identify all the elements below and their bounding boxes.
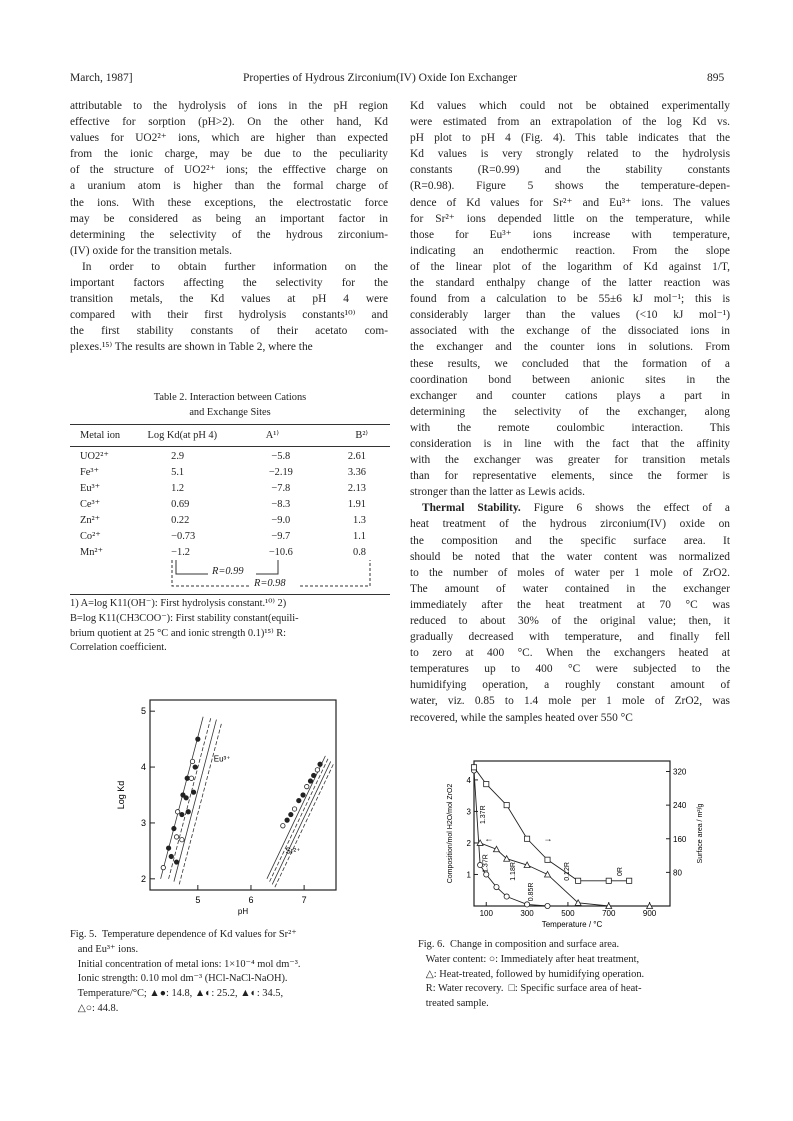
fig6-caption-line: R: Water recovery. □: Specific surface area of heat- [418,983,642,995]
table2-cell: −10.6 [268,546,293,558]
left_col-line: plexes.¹⁵⁾ The results are shown in Table 2, where the [70,341,313,354]
table2-rule-mid [70,446,390,447]
right_col-line: than for representative elements, since the former is [410,470,730,483]
table2-footnote-line: Correlation coefficient. [70,642,167,654]
right_col-line: with the exchanger was greater for transition metals [410,454,730,467]
fig5-point [297,798,301,802]
fig5-point [191,790,195,794]
table2-cell: 0.8 [353,546,366,558]
fig6-chart [440,755,710,930]
fig5-point [292,807,296,811]
right_col-line: to zero at 400 °C. When the exchangers heated at [410,647,730,660]
left_col-line: compared with their first hydrolysis constants¹⁰⁾ and [70,309,388,322]
right_col-line: stronger than the latter as Lewis acids. [410,486,585,499]
fig6-point-square [471,765,476,770]
fig6-arrow-left: ← [484,833,494,844]
fig5-fit-line-eu [169,717,212,879]
fig5-fit-line-sr [267,756,325,879]
right_col-line: coordination bond between anionic sites in the [410,373,730,386]
right-column-text [410,98,730,726]
fig6-recovery-label: 0R [617,867,625,877]
running-header-title: Properties of Hydrous Zirconium(IV) Oxide Ion Exchanger [243,72,518,84]
table2-footnote-line: 1) A=log K11(OH⁻): First hydrolysis constant.¹⁰⁾ 2) [70,598,287,609]
right_col-line: indicating an endothermic reaction. From the slope [410,244,730,257]
fig6-xtick-label: 900 [642,909,657,918]
fig5-fit-line-sr [270,759,328,882]
page-number: 895 [707,72,725,84]
right_col-line: (R=0.98). Figure 5 shows the temperature-depen- [410,180,730,193]
table2-row [70,528,390,544]
fig5-fit-line-eu [174,720,217,882]
fig6-recovery-label: 0.12R [563,862,571,881]
fig5-point [285,818,289,822]
right_col-line: of the linear plot of the logarithm of Kd against 1/T, [410,260,730,273]
table2-cell: 1.2 [171,482,185,494]
right_col-line: pH plot to pH 4 (Fig. 4). This table indicates that the [410,132,730,145]
fig5-ytick-label: 4 [140,762,146,773]
table2 [70,427,390,443]
table2-row [70,464,390,480]
fig6-recovery-label: 0.85R [528,882,536,902]
fig6-y2tick-label: 160 [673,834,687,844]
fig6-caption [418,938,738,1012]
table2-row [70,512,390,528]
left_col-line: (IV) oxide for the transition metals. [70,244,232,257]
fig5-ytick-label: 5 [140,706,146,717]
table2-cell: 1.3 [353,514,366,526]
right_col-line: determining the selectivity of the exchanger, along [410,405,730,418]
table2-cell: UO2²⁺ [80,451,109,462]
left_col-line: determining the selectivity of the hydrous zirconium- [70,228,388,241]
table2-cell: Eu³⁺ [80,483,101,494]
left_col-line: values for UO2²⁺ ions, which are higher than expected [70,132,388,145]
fig6-point-square [524,836,529,841]
left_col-line: of the structure of UO2²⁺ ions; the efffective charge on [70,164,388,177]
table2-body [70,448,390,560]
fig5-point [172,826,176,830]
right_col-line: the exchanger and the counter ions in solutions. From [410,341,730,354]
right_col-line: for Sr²⁺ ions depended little on the temperature, while [410,212,730,225]
fig5-caption [70,928,390,1017]
right_col-line: exchanger and counter cations plays a part in [410,389,730,402]
right_col-line: dence of Kd values for Sr²⁺ and Eu³⁺ ions. The values [410,196,730,209]
table2-cell: 1.1 [353,530,366,542]
fig6-point-triangle [477,840,483,846]
table2-cell: 0.69 [171,498,190,510]
fig6-point-square [606,878,611,883]
fig5-fit-line-eu [179,722,222,884]
fig6-point-circle [494,884,499,889]
fig6-ytick-label: 1 [466,870,471,880]
right_col-line: those for Eu³⁺ ions increase with temperature, [410,228,730,241]
fig6-xlabel: Temperature / °C [541,920,603,929]
fig5-point [166,846,170,850]
fig6-y2tick-label: 320 [673,767,687,777]
table2-header-b: B²⁾ [355,430,368,441]
fig5-point [305,784,309,788]
fig6-recovery-label: 1.18R [509,862,517,881]
fig5-point [174,860,178,864]
left_col-line: attributable to the hydrolysis of ions in the pH region [70,100,388,112]
table2-row [70,496,390,512]
fig6-xtick-label: 300 [520,909,534,918]
table2-header-a: A¹⁾ [265,430,279,441]
fig5-point [301,793,305,797]
fig6-frame [474,761,670,906]
right_col-line: humidifying operation, a roughly constant amount of [410,679,730,692]
fig6-point-triangle [493,846,499,852]
table2-cell: −2.19 [268,466,293,478]
fig6-recovery-label: 1.37R [482,854,490,873]
fig5-point [318,762,322,766]
table2-cell: Co²⁺ [80,531,101,542]
fig6-ylabel: Composition/mol H2O/mol ZrO2 [447,783,454,884]
table2-rule-top [70,424,390,425]
fig6-caption-line: △: Heat-treated, followed by humidifying operation. [418,968,645,980]
fig5-point [185,776,189,780]
fig5-point [175,810,179,814]
fig5-chart [108,690,348,920]
table2-rule-bottom [70,594,390,595]
right_col-line: immediately after the heat treatment at 70 °C was [410,598,730,611]
left-column-text [70,98,388,356]
right_col-line: the composition and the specific surface area. It [410,534,730,547]
fig5-point [315,768,319,772]
fig5-label-eu: Eu³⁺ [213,754,231,764]
table2-cell: −1.2 [171,546,190,558]
table2-cell: −9.0 [271,514,291,526]
fig6-series-line [474,767,629,880]
fig6-ytick-label: 4 [466,775,471,785]
fig6-recovery-label: 1.37R [480,805,488,825]
fig5-point [174,835,178,839]
fig6-ytick-label: 2 [466,838,471,848]
fig5-caption-line: and Eu³⁺ ions. [70,943,139,955]
right_col-line: consideration is in line with the fact that the affinity [410,437,730,450]
right_col-line: should be noted that the water content was normalized [410,550,730,563]
left_col-line: may be considered as being an important factor in [70,212,388,225]
right_col-line: the standard enthalpy change of the latter reaction was [410,277,730,290]
left_col-line: In order to obtain further information on the [82,260,388,273]
right_col-line: constants (R=0.99) and the stability constants [410,164,730,177]
fig5-point [161,865,165,869]
fig5-point [184,796,188,800]
fig5-caption-line: Temperature/°C; ▲●: 14.8, ▲◐: 25.2, ▲◐: 34.5, [70,988,284,1000]
fig6-caption-line: Fig. 6. Change in composition and surface area. [418,939,620,950]
fig5-caption-line: Fig. 5. Temperature dependence of Kd values for Sr²⁺ [70,929,297,940]
right_col-line: heat treatment of the hydrous zirconium(IV) oxide on [410,518,730,531]
left_col-line: important factors affecting the selectivity for the [70,277,388,290]
fig6-xtick-label: 500 [561,909,575,918]
right_col-line: temperatures up to 400 °C were subjected to the [410,663,730,676]
fig6-point-circle [524,902,529,907]
table2-cell: −5.8 [271,450,291,462]
fig5-xtick-label: 5 [195,895,201,905]
fig5-xlabel: pH [237,907,249,916]
right_col-line: reduced to about 30% of the original value; then, it [410,615,730,627]
fig6-point-circle [504,894,509,899]
fig5-point [289,812,293,816]
table2-r1: R=0.99 [212,566,244,577]
right_col-line: were estimated from an extrapolation of the log Kd vs. [410,116,730,129]
fig5-point [196,737,200,741]
table2-cell: 3.36 [347,466,366,478]
right_col-line: recovered, while the samples heated over 550 °C [410,711,633,724]
table2-row [70,480,390,496]
fig6-y2label: Surface area / m²/g [697,803,704,864]
right_col-line: Thermal Stability. Figure 6 shows the effect of a [422,502,730,515]
table2-cell: 5.1 [171,466,185,478]
fig6-ytick-label: 3 [466,807,471,817]
fig5-xtick-label: 7 [301,895,307,905]
fig6-point-square [576,878,581,883]
table2-footnote-line: B=log K11(CH3COO⁻): First stability constant(equili- [70,612,299,624]
table2-header-metal: Metal ion [80,429,121,441]
fig6-xtick-label: 700 [602,909,616,918]
fig5-fit-line-sr [272,761,330,884]
fig5-caption-line: △○: 44.8. [70,1002,119,1014]
fig5-point [308,779,312,783]
table2-header-logkd: Log Kd(at pH 4) [147,429,218,441]
fig5-point [311,773,315,777]
right_col-line: considerably larger than the values (<10 kJ mol⁻¹) [410,309,730,322]
left_col-line: a uranium atom is higher than the formal charge of [70,180,388,193]
fig5-label-sr: Sr²⁺ [285,846,301,856]
fig5-ytick-label: 3 [140,817,146,828]
table2-cell: 0.22 [171,514,190,526]
right_col-line: gradually decreased with temperature, and finally fell [410,631,730,644]
table2-cell: 2.13 [347,482,366,494]
table2-r2: R=0.98 [254,578,286,589]
table2-row [70,448,390,464]
table2-cell: 1.91 [347,498,366,510]
left_col-line: the first stability constants of their acetato com- [70,325,388,338]
fig5-ylabel: Log Kd [116,780,126,810]
fig5-point [189,776,193,780]
fig6-caption-line: Water content: ○: Immediately after heat treatment, [418,953,640,965]
table2-cell: Mn²⁺ [80,547,104,558]
right_col-line: water, viz. 0.85 to 1.4 mole per 1 mole of ZrO2, was [410,695,730,708]
right_col-line: Kd values is very strongly related to the hydrolysis [410,148,730,161]
left_col-line: transition metals, the Kd values at pH 4 were [70,293,388,306]
fig6-y2tick-label: 240 [673,801,687,811]
table2-cell: Fe³⁺ [80,467,99,478]
left_col-line: from the ionic charge, may be due to the peculiarity [70,148,388,161]
table2-caption-line2: and Exchange Sites [189,407,271,418]
section-heading-thermal-stability: Thermal Stability. [422,502,521,515]
table2-cell: −8.3 [271,498,291,510]
fig6-point-square [545,857,550,862]
right_col-line: with the remote coulombic interaction. This [410,421,730,434]
fig6-y2tick-label: 80 [673,868,682,878]
fig5-ytick-label: 2 [140,873,146,884]
fig6-point-triangle [545,871,551,877]
fig5-point [193,765,197,769]
running-header-left: March, 1987] [70,72,133,84]
right_col-line: these results, we concluded that the formation of a [410,357,730,370]
fig6-xtick-label: 100 [479,909,493,918]
table2-cell: −0.73 [171,530,196,542]
fig5-point [186,810,190,814]
fig5-point [190,759,194,763]
fig6-arrow-right: → [543,833,553,844]
fig6-caption-line: treated sample. [418,998,489,1010]
right_col-line: to the number of moles of water per 1 mole of ZrO2. [410,566,730,579]
fig5-caption-line: Initial concentration of metal ions: 1×10⁻⁴ mol dm⁻³. [70,958,301,970]
table2-cell: −9.7 [271,530,291,542]
table2-footnote [70,597,390,656]
fig5-caption-line: Ionic strength: 0.10 mol dm⁻³ (HCl-NaCl-NaOH). [70,973,288,985]
left_col-line: effective for sorption (pH>2). On the other hand, Kd [70,116,388,129]
table2-cell: Zn²⁺ [80,515,101,526]
table2-cell: Ce³⁺ [80,499,101,510]
fig6-point-square [484,782,489,787]
fig5-point [180,812,184,816]
fig6-point-circle [545,903,550,908]
table2-cell: 2.61 [347,450,366,462]
right_col-line: The amount of water contained in the exchanger [410,582,730,595]
right_col-line: found from a calculation to be 55±6 kJ mol⁻¹; this is [410,293,730,306]
fig6-point-square [504,803,509,808]
fig5-xtick-label: 6 [248,895,254,905]
fig5-point [169,854,173,858]
right_col-line: associated with the exchange of the dissociated ions in [410,325,730,338]
fig6-point-square [627,878,632,883]
right_col-line: Kd values which could not be obtained experimentally [410,100,730,112]
table2-footnote-line: brium quotient at 25 °C and ionic strength 0.1)¹⁵⁾ R: [70,627,287,639]
fig5-point [180,838,184,842]
fig5-point [281,824,285,828]
table2-cell: −7.8 [271,482,291,494]
left_col-line: the ions. With these exceptions, the electrostatic force [70,196,388,209]
table2-cell: 2.9 [171,450,185,462]
table2-caption [70,390,390,420]
table2-caption-line1: Table 2. Interaction between Cations [153,392,307,403]
